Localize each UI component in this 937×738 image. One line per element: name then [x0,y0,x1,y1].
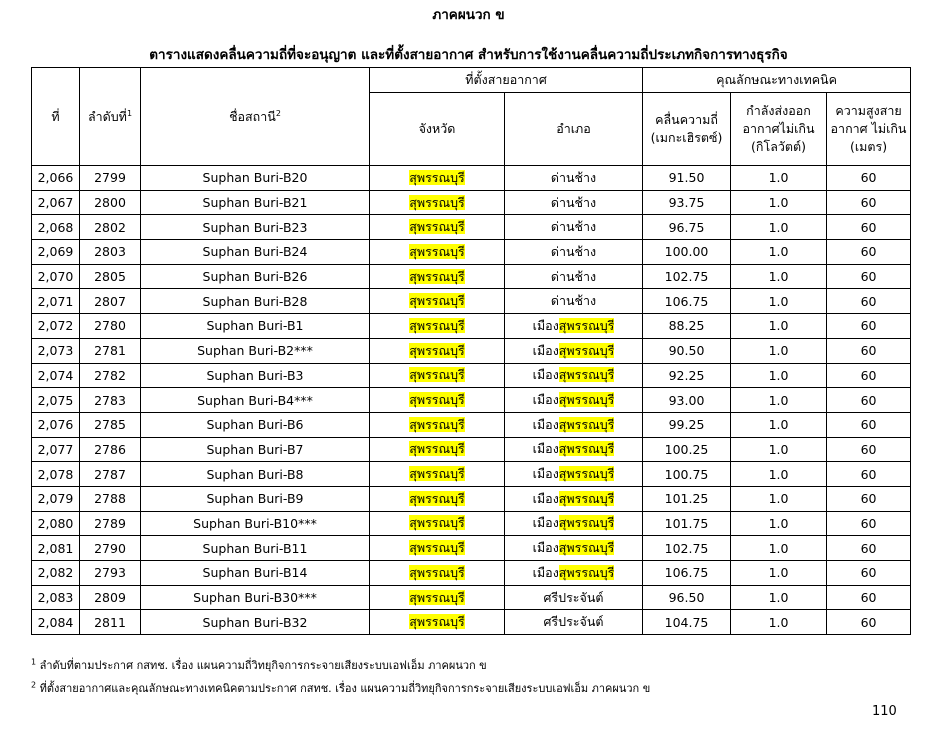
highlighted-text: สุพรรณบุรี [558,416,615,432]
cell-power: 1.0 [731,215,827,240]
cell-district [505,610,643,635]
cell-province [370,536,505,561]
highlighted-text: สุพรรณบุรี [409,490,465,506]
cell-province [370,240,505,265]
highlighted-text: สุพรรณบุรี [409,416,465,432]
cell-height: 60 [827,585,911,610]
cell-province [370,264,505,289]
highlighted-text: สุพรรณบุรี [558,367,615,383]
table-row [32,486,911,511]
cell-no: 2,078 [32,462,80,487]
cell-station: Suphan Buri-B8 [141,462,370,487]
cell-frequency: 106.75 [643,289,731,314]
cell-height: 60 [827,338,911,363]
cell-district [505,388,643,413]
cell-station: Suphan Buri-B23 [141,215,370,240]
cell-district [505,437,643,462]
cell-frequency: 99.25 [643,412,731,437]
cell-power: 1.0 [731,486,827,511]
district-text: ด่านช้าง [550,169,597,185]
highlighted-text: สุพรรณบุรี [558,342,615,358]
district-text: ด่านช้าง [550,268,597,284]
header-tech-group: คุณลักษณะทางเทคนิค [643,68,911,93]
cell-power: 1.0 [731,314,827,339]
cell-power: 1.0 [731,536,827,561]
cell-province [370,412,505,437]
cell-no: 2,075 [32,388,80,413]
cell-station: Suphan Buri-B3 [141,363,370,388]
highlighted-text: สุพรรณบุรี [409,342,465,358]
cell-seq: 2787 [80,462,141,487]
cell-height: 60 [827,363,911,388]
page-number: 110 [872,704,897,719]
district-text: เมือง [532,367,559,383]
cell-height: 60 [827,166,911,191]
header-district: อำเภอ [505,93,643,166]
cell-district [505,264,643,289]
cell-no: 2,076 [32,412,80,437]
cell-district [505,166,643,191]
cell-province [370,338,505,363]
footnote-2: $^2$ ที่ตั้งสายอากาศและคุณลักษณะทางเทคนิคตามประกาศ กสทช. เรื่อง แผนความถี่วิทยุกิจการกระจายเสียงระบบเอฟเอ็ม ภาคผนวก ข [31,680,651,695]
cell-station: Suphan Buri-B26 [141,264,370,289]
cell-station: Suphan Buri-B30*** [141,585,370,610]
district-text: เมือง [532,540,559,556]
cell-province [370,610,505,635]
cell-no: 2,070 [32,264,80,289]
district-text: เมือง [532,564,559,580]
cell-height: 60 [827,536,911,561]
cell-seq: 2803 [80,240,141,265]
cell-station: Suphan Buri-B7 [141,437,370,462]
cell-district [505,462,643,487]
highlighted-text: สุพรรณบุรี [409,564,465,580]
district-text: เมือง [532,342,559,358]
table-row [32,437,911,462]
table-row [32,585,911,610]
cell-frequency: 96.50 [643,585,731,610]
cell-height: 60 [827,264,911,289]
cell-province [370,486,505,511]
cell-power: 1.0 [731,240,827,265]
table-row [32,511,911,536]
cell-no: 2,067 [32,190,80,215]
highlighted-text: สุพรรณบุรี [409,515,465,531]
highlighted-text: สุพรรณบุรี [558,392,615,408]
cell-power: 1.0 [731,166,827,191]
highlighted-text: สุพรรณบุรี [558,515,615,531]
cell-power: 1.0 [731,610,827,635]
header-power: กำลังส่งออกอากาศไม่เกิน (กิโลวัตต์) [731,93,827,166]
district-text: เมือง [532,416,559,432]
highlighted-text: สุพรรณบุรี [409,589,465,605]
highlighted-text: สุพรรณบุรี [409,540,465,556]
header-frequency: คลื่นความถี่ (เมกะเฮิรตซ์) [643,93,731,166]
cell-station: Suphan Buri-B1 [141,314,370,339]
cell-no: 2,080 [32,511,80,536]
cell-district [505,412,643,437]
cell-no: 2,072 [32,314,80,339]
cell-district [505,215,643,240]
footnote-1: $^1$ ลำดับที่ตามประกาศ กสทช. เรื่อง แผนความถี่วิทยุกิจการกระจายเสียงระบบเอฟเอ็ม ภาคผนวก ข [31,657,487,672]
highlighted-text: สุพรรณบุรี [409,243,465,259]
highlighted-text: สุพรรณบุรี [409,219,465,235]
cell-seq: 2782 [80,363,141,388]
highlighted-text: สุพรรณบุรี [409,194,465,210]
cell-power: 1.0 [731,363,827,388]
cell-seq: 2799 [80,166,141,191]
cell-height: 60 [827,240,911,265]
cell-no: 2,083 [32,585,80,610]
cell-station: Suphan Buri-B9 [141,486,370,511]
district-text: เมือง [532,490,559,506]
cell-height: 60 [827,412,911,437]
header-station: ชื่อสถานี$^2$ [141,68,370,166]
cell-seq: 2809 [80,585,141,610]
cell-no: 2,074 [32,363,80,388]
cell-power: 1.0 [731,561,827,586]
cell-seq: 2789 [80,511,141,536]
cell-seq: 2781 [80,338,141,363]
table-row [32,264,911,289]
cell-district [505,338,643,363]
cell-district [505,363,643,388]
cell-height: 60 [827,388,911,413]
cell-province [370,388,505,413]
cell-no: 2,066 [32,166,80,191]
cell-province [370,215,505,240]
cell-district [505,240,643,265]
cell-frequency: 88.25 [643,314,731,339]
cell-station: Suphan Buri-B2*** [141,338,370,363]
cell-frequency: 102.75 [643,536,731,561]
table-row [32,166,911,191]
table-row [32,462,911,487]
cell-no: 2,068 [32,215,80,240]
cell-power: 1.0 [731,289,827,314]
cell-power: 1.0 [731,338,827,363]
district-text: เมือง [532,392,559,408]
cell-seq: 2807 [80,289,141,314]
header-location-group: ที่ตั้งสายอากาศ [370,68,643,93]
highlighted-text: สุพรรณบุรี [409,441,465,457]
district-text: ด่านช้าง [550,243,597,259]
cell-frequency: 92.25 [643,363,731,388]
cell-station: Suphan Buri-B28 [141,289,370,314]
cell-frequency: 100.25 [643,437,731,462]
table-row [32,610,911,635]
cell-seq: 2800 [80,190,141,215]
cell-seq: 2802 [80,215,141,240]
cell-height: 60 [827,437,911,462]
cell-frequency: 104.75 [643,610,731,635]
table-row [32,536,911,561]
cell-power: 1.0 [731,190,827,215]
cell-province [370,314,505,339]
highlighted-text: สุพรรณบุรี [558,540,615,556]
cell-province [370,585,505,610]
cell-height: 60 [827,190,911,215]
cell-district [505,585,643,610]
cell-power: 1.0 [731,264,827,289]
highlighted-text: สุพรรณบุรี [409,169,465,185]
highlighted-text: สุพรรณบุรี [558,564,615,580]
cell-frequency: 101.75 [643,511,731,536]
cell-seq: 2786 [80,437,141,462]
cell-station: Suphan Buri-B21 [141,190,370,215]
header-province: จังหวัด [370,93,505,166]
cell-power: 1.0 [731,388,827,413]
highlighted-text: สุพรรณบุรี [409,367,465,383]
cell-province [370,166,505,191]
cell-no: 2,069 [32,240,80,265]
cell-frequency: 106.75 [643,561,731,586]
cell-frequency: 96.75 [643,215,731,240]
header-height: ความสูงสายอากาศ ไม่เกิน (เมตร) [827,93,911,166]
cell-station: Suphan Buri-B11 [141,536,370,561]
highlighted-text: สุพรรณบุรี [409,317,465,333]
cell-seq: 2780 [80,314,141,339]
cell-seq: 2783 [80,388,141,413]
highlighted-text: สุพรรณบุรี [558,441,615,457]
cell-no: 2,073 [32,338,80,363]
table-row [32,363,911,388]
cell-height: 60 [827,486,911,511]
cell-height: 60 [827,511,911,536]
district-text: ด่านช้าง [550,293,597,309]
cell-height: 60 [827,462,911,487]
cell-district [505,314,643,339]
table-row [32,338,911,363]
district-text: ศรีประจันต์ [543,589,604,605]
cell-district [505,289,643,314]
cell-province [370,437,505,462]
cell-frequency: 91.50 [643,166,731,191]
cell-height: 60 [827,289,911,314]
highlighted-text: สุพรรณบุรี [409,614,465,630]
cell-no: 2,082 [32,561,80,586]
cell-station: Suphan Buri-B14 [141,561,370,586]
cell-station: Suphan Buri-B32 [141,610,370,635]
cell-seq: 2793 [80,561,141,586]
cell-district [505,190,643,215]
cell-district [505,486,643,511]
cell-frequency: 93.00 [643,388,731,413]
cell-seq: 2788 [80,486,141,511]
cell-no: 2,084 [32,610,80,635]
cell-no: 2,077 [32,437,80,462]
table-row [32,215,911,240]
cell-frequency: 101.25 [643,486,731,511]
cell-frequency: 93.75 [643,190,731,215]
cell-frequency: 100.75 [643,462,731,487]
cell-seq: 2805 [80,264,141,289]
district-text: ด่านช้าง [550,194,597,210]
district-text: เมือง [532,515,559,531]
highlighted-text: สุพรรณบุรี [558,490,615,506]
cell-height: 60 [827,314,911,339]
cell-district [505,561,643,586]
table-row [32,190,911,215]
cell-power: 1.0 [731,585,827,610]
cell-station: Suphan Buri-B10*** [141,511,370,536]
cell-district [505,536,643,561]
table-row [32,412,911,437]
highlighted-text: สุพรรณบุรี [409,392,465,408]
table-row [32,388,911,413]
cell-province [370,363,505,388]
district-text: เมือง [532,441,559,457]
highlighted-text: สุพรรณบุรี [558,317,615,333]
cell-province [370,190,505,215]
cell-no: 2,071 [32,289,80,314]
cell-station: Suphan Buri-B6 [141,412,370,437]
highlighted-text: สุพรรณบุรี [409,466,465,482]
cell-frequency: 100.00 [643,240,731,265]
cell-province [370,511,505,536]
cell-seq: 2790 [80,536,141,561]
cell-no: 2,081 [32,536,80,561]
cell-province [370,561,505,586]
highlighted-text: สุพรรณบุรี [409,268,465,284]
cell-frequency: 102.75 [643,264,731,289]
table-caption: ตารางแสดงคลื่นความถี่ที่จะอนุญาต และที่ตั้งสายอากาศ สำหรับการใช้งานคลื่นความถี่ประเภทกิจการทางธุรกิจ [149,47,788,63]
cell-district [505,511,643,536]
cell-seq: 2785 [80,412,141,437]
district-text: เมือง [532,317,559,333]
table-row [32,289,911,314]
header-no: ที่ [32,68,80,166]
district-text: ศรีประจันต์ [543,614,604,630]
cell-height: 60 [827,561,911,586]
cell-province [370,462,505,487]
cell-power: 1.0 [731,437,827,462]
frequency-table [31,67,911,635]
header-seq: ลำดับที่$^1$ [80,68,141,166]
district-text: เมือง [532,466,559,482]
cell-height: 60 [827,610,911,635]
cell-station: Suphan Buri-B4*** [141,388,370,413]
district-text: ด่านช้าง [550,219,597,235]
cell-height: 60 [827,215,911,240]
cell-seq: 2811 [80,610,141,635]
cell-power: 1.0 [731,511,827,536]
cell-no: 2,079 [32,486,80,511]
table-row [32,314,911,339]
table-body [32,166,911,635]
table-row [32,561,911,586]
highlighted-text: สุพรรณบุรี [409,293,465,309]
cell-station: Suphan Buri-B20 [141,166,370,191]
cell-power: 1.0 [731,462,827,487]
table-row [32,240,911,265]
cell-station: Suphan Buri-B24 [141,240,370,265]
page-title: ภาคผนวก ข [432,7,505,23]
cell-province [370,289,505,314]
cell-frequency: 90.50 [643,338,731,363]
cell-power: 1.0 [731,412,827,437]
highlighted-text: สุพรรณบุรี [558,466,615,482]
